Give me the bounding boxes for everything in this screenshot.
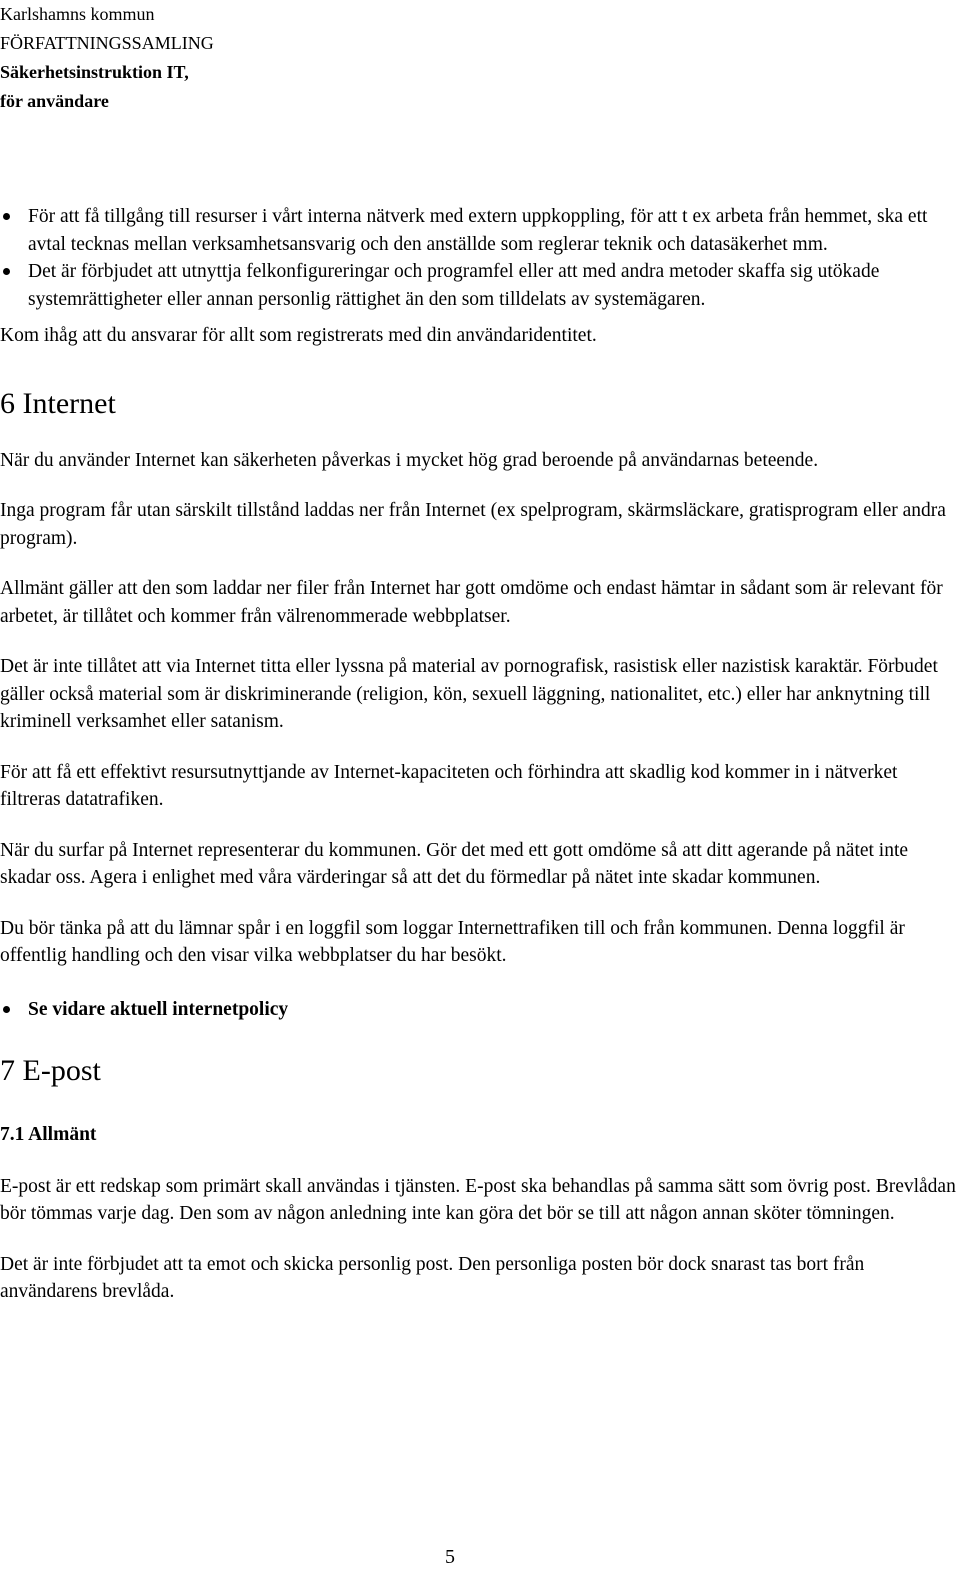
paragraph: Inga program får utan särskilt tillstånd laddas ner från Internet (ex spelprogram, skärmsläckare, gratisprogram eller andra program). <box>0 500 946 549</box>
bullet-icon <box>3 1006 10 1013</box>
intro-bullet-list <box>0 203 960 313</box>
document-body <box>0 203 960 1306</box>
paragraph: Det är inte förbjudet att ta emot och skicka personlig post. Den personliga posten bör dock snarast tas bort från användarens brevlåda. <box>0 1253 865 1302</box>
subsection-heading-general: 7.1 Allmänt <box>0 1124 97 1145</box>
list-item <box>0 203 960 258</box>
document-audience: för användare <box>0 91 109 111</box>
paragraph: När du surfar på Internet representerar du kommunen. Gör det med ett gott omdöme så att ditt agerande på nätet inte skadar oss. Agera i enlighet med våra värderingar så att det du förmedlar på nätet inte skadar kommunen. <box>0 839 909 888</box>
policy-bullet-list <box>0 996 960 1024</box>
internet-policy-reference: Se vidare aktuell internetpolicy <box>28 998 289 1020</box>
paragraph: När du använder Internet kan säkerheten påverkas i mycket hög grad beroende på användarnas beteende. <box>0 449 819 471</box>
paragraph: Det är inte tillåtet att via Internet titta eller lyssna på material av pornografisk, rasistisk eller nazistisk karaktär. Förbudet gäller också material som är diskriminerande (religion, kön, sexuell läggning, nationalitet, etc.) eller har anknytning till kriminell verksamhet eller satanism. <box>0 656 938 732</box>
bullet-icon <box>3 213 10 220</box>
bullet-icon <box>3 268 10 275</box>
document-header <box>0 0 214 116</box>
section-heading-email: 7 E-post <box>0 1054 101 1087</box>
document-title: Säkerhetsinstruktion IT, <box>0 62 189 82</box>
paragraph: E-post är ett redskap som primärt skall användas i tjänsten. E-post ska behandlas på samma sätt som övrig post. Brevlådan bör tömmas varje dag. Den som av någon anledning inte kan göra det bör se till att någon annan sköter tömningen. <box>0 1175 956 1224</box>
paragraph: Du bör tänka på att du lämnar spår i en loggfil som loggar Internettrafiken till och från kommunen. Denna loggfil är offentlig handling och den visar vilka webbplatser du har besökt. <box>0 917 905 966</box>
paragraph: Allmänt gäller att den som laddar ner filer från Internet har gott omdöme och endast hämtar in sådant som är relevant för arbetet, är tillåtet och kommer från välrenommerade webbplatser. <box>0 578 943 627</box>
section-heading-internet: 6 Internet <box>0 386 116 420</box>
municipality-name: Karlshamns kommun <box>0 4 155 24</box>
list-item-text: För att få tillgång till resurser i vårt interna nätverk med extern uppkoppling, för att t ex arbeta från hemmet, ska ett avtal tecknas mellan verksamhetsansvarig och den anställde som reglerar teknik och datasäkerhet mm. <box>28 206 928 255</box>
list-item <box>0 996 960 1024</box>
page-number: 5 <box>445 1546 455 1568</box>
collection-name: FÖRFATTNINGSSAMLING <box>0 33 214 53</box>
list-item <box>0 258 960 313</box>
list-item-text: Det är förbjudet att utnyttja felkonfigureringar och programfel eller att med andra metoder skaffa sig utökade systemrättigheter eller annan personlig rättighet än den som tilldelats av systemägaren. <box>28 261 880 310</box>
paragraph: För att få ett effektivt resursutnyttjande av Internet-kapaciteten och förhindra att skadlig kod kommer in i nätverket filtreras datatrafiken. <box>0 761 898 810</box>
responsibility-note: Kom ihåg att du ansvarar för allt som registrerats med din användaridentitet. <box>0 325 597 346</box>
